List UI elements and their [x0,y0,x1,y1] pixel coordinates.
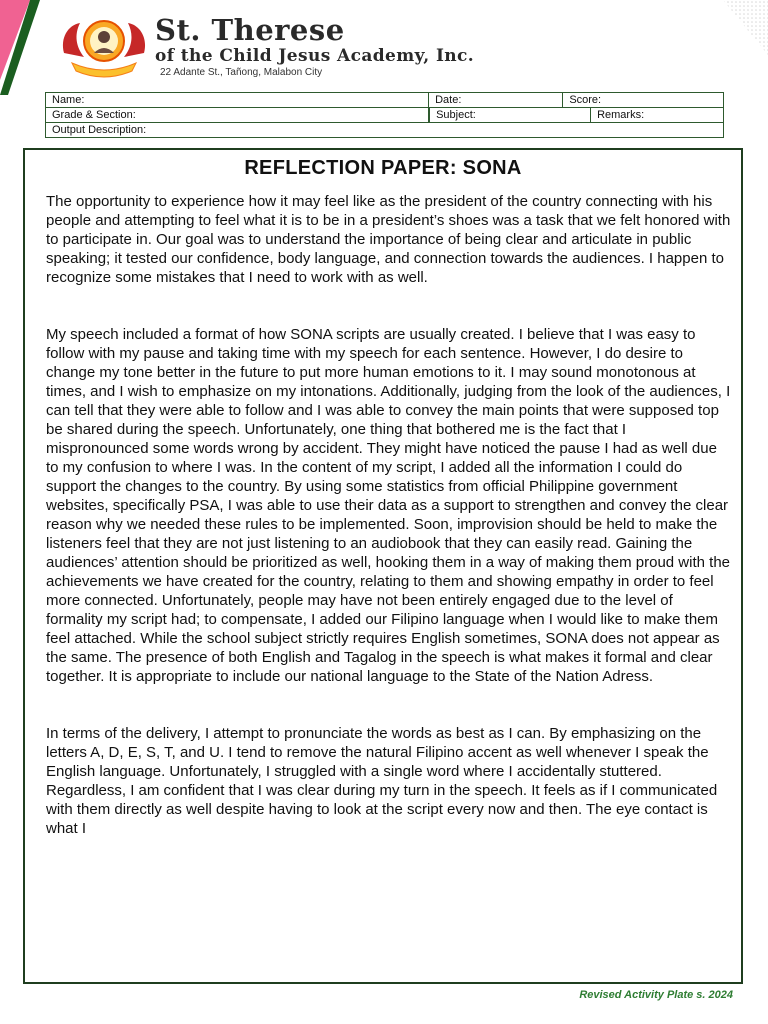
grade-field[interactable] [46,108,429,123]
remarks-label: Remarks: [597,109,645,121]
paper-title: REFLECTION PAPER: SONA [244,157,522,179]
paragraph: My speech included a format of how SONA scripts are usually created. I believe that I was easy to follow with my pause and taking time with my speech for each sentence. However, I do desire to change my tone better in the future to put more human emotions to it. I may sound monotonous at times, and I wish to emphasize on my intonations. Additionally, judging from the look of the audiences, I can tell that they were able to follow and I was able to convey the main points that were supposed top be shared during the speech. Unfortunately, one thing that bothered me is the fact that I mispronounced some words wrong by accident. They might have noticed the pause I had as well due to my confusion to where I was. In the content of my script, I added all the information I could do support the changes to the country. By using some statistics from official Philippine government websites, specifically PSA, I was able to use their data as a support to strengthen and convey the clear reason why we needed these rules to be implemented. Soon, improvision should be held to make the listeners feel that they are not just listening to an audiobook that they can easily read. Gaining the audiences’ attention should be prioritized as well, hooking them in a way of making them proud with the achievements we have created for the country, relating to them and showing empathy in order to feel more connected. Unfortunately, people may have not been entirely engaged due to the level of formality my script had; to compensate, I added our Filipino language when I would like to make them feel attached. While the school subject strictly requires English sometimes, SONA does not appear as the same. The presence of both English and Tagalog in the speech is what makes it formal and clear together. It is appropriate to include our national language to the State of the Nation Adress. [46,326,731,685]
school-seal-logo [58,13,150,79]
form-row-grade [46,108,724,123]
school-subtitle: of the Child Jesus Academy, Inc. [155,46,475,66]
footer-note: Revised Activity Plate s. 2024 [579,989,733,1001]
form-row-name [46,93,724,108]
output-description-field[interactable] [46,123,724,138]
paragraph: The opportunity to experience how it may feel like as the president of the country connecting with his people and attempting to feel what it is to be in a president’s shoes was a task that we felt honored with to participate in. Our goal was to understand the importance of being clear and articulate in public speaking; it tested our confidence, body language, and connection towards the audiences. I happen to recognize some mistakes that I need to work with as well. [46,193,731,286]
grade-label: Grade & Section: [52,109,136,121]
reflection-paper-box [23,148,743,984]
subject-field[interactable] [429,108,590,122]
school-address: 22 Adante St., Tañong, Malabon City [160,67,323,78]
corner-decoration-green [0,0,40,100]
remarks-field[interactable] [590,108,723,122]
score-label: Score: [569,94,602,106]
score-field[interactable] [563,93,724,108]
form-row-output [46,123,724,138]
name-field[interactable] [46,93,429,108]
school-name: St. Therese [155,13,345,47]
corner-decoration-pattern [698,0,768,55]
info-form-table [45,92,724,138]
date-label: Date: [435,94,462,106]
paper-body [46,192,732,876]
subject-remarks-cell [429,108,724,123]
name-label: Name: [52,94,85,106]
output-description-label: Output Description: [52,124,147,136]
paragraph: In terms of the delivery, I attempt to pronunciate the words as best as I can. By emphasizing on the letters A, D, E, S, T, and U. I tend to remove the natural Filipino accent as well whenever I speak the English language. Unfortunately, I struggled with a single word where I accidentally stuttered. Regardless, I am confident that I was clear during my turn in the speech. It feels as if I communicated with them directly as well despite having to look at the script every now and then. The eye contact is what I [46,725,718,837]
subject-label: Subject: [436,109,476,121]
date-field[interactable] [429,93,563,108]
